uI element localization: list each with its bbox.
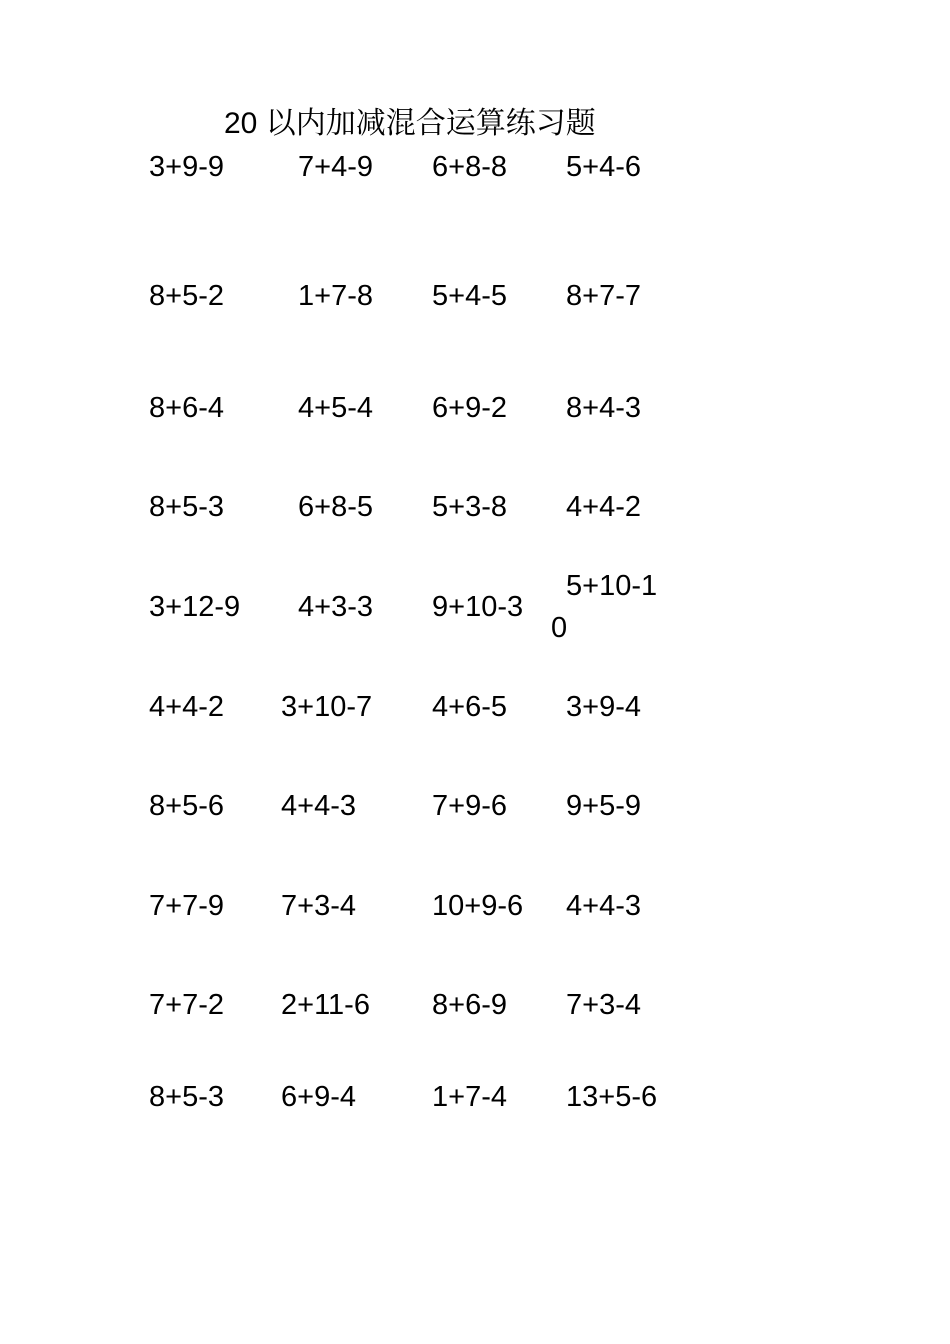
problem-r5-c4: 5+10-10 xyxy=(551,570,658,644)
problem-r10-c3: 1+7-4 xyxy=(432,1081,507,1113)
problem-r5-c3: 9+10-3 xyxy=(432,591,524,623)
problem-r7-c4: 9+5-9 xyxy=(566,790,641,822)
problem-r10-c4: 13+5-6 xyxy=(566,1081,658,1113)
problem-r5-c2: 4+3-3 xyxy=(298,591,373,623)
problem-r8-c3: 10+9-6 xyxy=(432,890,524,922)
problem-r2-c2: 1+7-8 xyxy=(298,280,373,312)
problem-r8-c1: 7+7-9 xyxy=(149,890,224,922)
problem-r3-c1: 8+6-4 xyxy=(149,392,224,424)
problem-r3-c3: 6+9-2 xyxy=(432,392,507,424)
problem-r1-c3: 6+8-8 xyxy=(432,151,507,183)
problem-r2-c1: 8+5-2 xyxy=(149,280,224,312)
problem-r10-c2: 6+9-4 xyxy=(281,1081,356,1113)
problem-r7-c2: 4+4-3 xyxy=(281,790,356,822)
page-title: 20 以内加减混合运算练习题 xyxy=(224,107,596,140)
problem-r2-c4: 8+7-7 xyxy=(566,280,641,312)
problem-r4-c3: 5+3-8 xyxy=(432,491,507,523)
problem-r9-c3: 8+6-9 xyxy=(432,989,507,1021)
problem-r9-c1: 7+7-2 xyxy=(149,989,224,1021)
problem-r1-c2: 7+4-9 xyxy=(298,151,373,183)
problem-r6-c3: 4+6-5 xyxy=(432,691,507,723)
problem-r4-c1: 8+5-3 xyxy=(149,491,224,523)
problem-r7-c1: 8+5-6 xyxy=(149,790,224,822)
problem-r6-c1: 4+4-2 xyxy=(149,691,224,723)
problem-r9-c2: 2+11-6 xyxy=(281,989,370,1021)
problem-r7-c3: 7+9-6 xyxy=(432,790,507,822)
problem-r10-c1: 8+5-3 xyxy=(149,1081,224,1113)
problem-r3-c4: 8+4-3 xyxy=(566,392,641,424)
problem-r9-c4: 7+3-4 xyxy=(566,989,641,1021)
problem-r3-c2: 4+5-4 xyxy=(298,392,373,424)
problem-r8-c4: 4+4-3 xyxy=(566,890,641,922)
problem-r6-c2: 3+10-7 xyxy=(281,691,373,723)
problem-r5-c1: 3+12-9 xyxy=(149,591,241,623)
problem-r4-c4: 4+4-2 xyxy=(566,491,641,523)
problem-r1-c4: 5+4-6 xyxy=(566,151,641,183)
problem-r8-c2: 7+3-4 xyxy=(281,890,356,922)
problem-r1-c1: 3+9-9 xyxy=(149,151,224,183)
problem-r4-c2: 6+8-5 xyxy=(298,491,373,523)
problem-r2-c3: 5+4-5 xyxy=(432,280,507,312)
problem-r6-c4: 3+9-4 xyxy=(566,691,641,723)
